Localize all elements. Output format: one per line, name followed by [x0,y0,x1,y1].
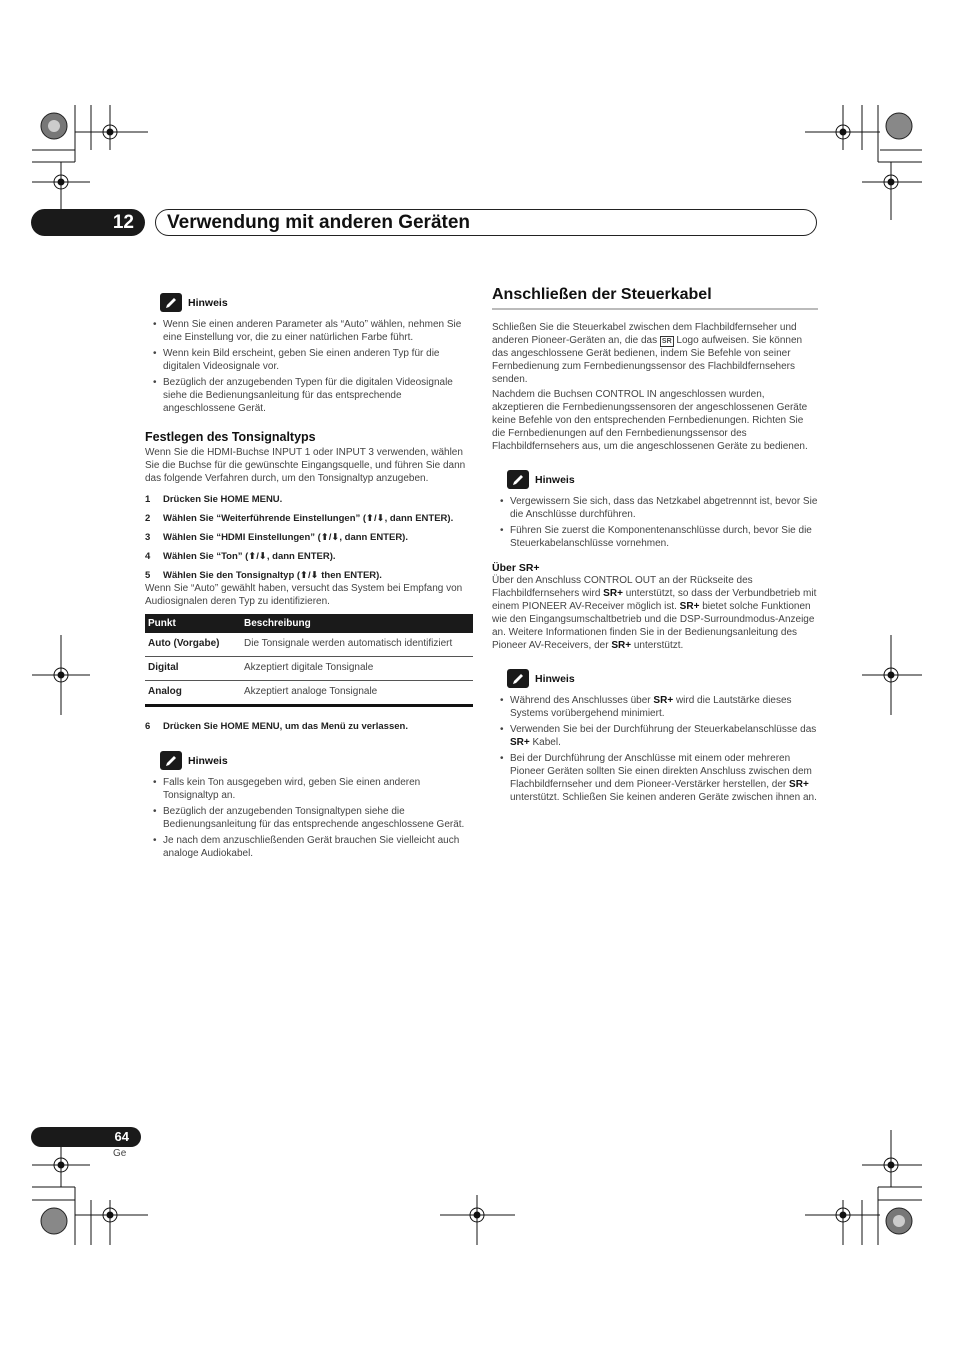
note-item: • Führen Sie zuerst die Komponentenanschlüsse durch, bevor Sie die Steuerkabelanschlüsse vornehmen. [500,524,818,550]
pencil-icon [160,293,182,312]
note-label: Hinweis [535,672,575,685]
note-list [500,694,818,804]
pencil-icon [507,669,529,688]
note-header [160,293,473,312]
chapter-number: 12 [31,209,145,236]
note-item: • Während des Anschlusses über SR+ wird die Lautstärke dieses Systems vorübergehend minimiert. [500,694,818,720]
table-row: Digital Akzeptiert digitale Tonsignale [145,657,473,681]
note-item: • Bezüglich der anzugebenden Typen für die digitalen Videosignale siehe die Bedienungsanleitung für das entsprechende angeschlossene Gerät. [153,376,473,415]
note-label: Hinweis [188,296,228,309]
note-item: • Verwenden Sie bei der Durchführung der Steuerkabelanschlüsse das SR+ Kabel. [500,723,818,749]
note-label: Hinweis [535,473,575,486]
note-label: Hinweis [188,754,228,767]
page-number: 64 [31,1127,141,1147]
sr-logo-icon: SR [661,338,672,345]
step-6: 6 Drücken Sie HOME MENU, um das Menü zu verlassen. [145,721,408,732]
note-list [153,776,473,860]
pencil-icon [507,470,529,489]
note-item: • Je nach dem anzuschließenden Gerät brauchen Sie vielleicht auch analoge Audiokabel. [153,834,473,860]
note-item: • Wenn kein Bild erscheint, geben Sie einen anderen Typ für die digitalen Videosignale vor. [153,347,473,373]
note-item: • Falls kein Ton ausgegeben wird, geben Sie einen anderen Tonsignaltyp an. [153,776,473,802]
step-5: 5 Wählen Sie den Tonsignaltyp (⬆/⬇ then ENTER). [145,570,382,581]
note-header [160,751,473,770]
sr-paragraph: Über den Anschluss CONTROL OUT an der Rückseite des Flachbildfernsehers wird SR+ unterstützt, so dass der Verbundbetrieb mit einem PIONEER AV-Receiver möglich ist. SR+ bietet solche Funktionen wie den Eingangsumschaltbetrieb und die DSP-Surroundmodus-Anzeige an. Weitere Informationen finden Sie in der Bedienungsanleitung des Pioneer AV-Receivers, der SR+ unterstützt. [492,575,817,651]
section-heading: Anschließen der Steuerkabel [492,286,712,303]
step-2: 2 Wählen Sie “Weiterführende Einstellungen” (⬆/⬇, dann ENTER). [145,513,454,524]
step-5-note: Wenn Sie “Auto” gewählt haben, versucht das System bei Empfang von Audiosignalen deren Typ zu identifizieren. [145,583,463,607]
note-item: • Bei der Durchführung der Anschlüsse mit einem oder mehreren Pioneer Geräten sollten Sie einen direkten Anschluss zwischen dem Flachbildfernseher und dem Pioneer-Verstärker herstellen, der SR+ unterstützt. Schließen Sie keinen anderen Geräte zwischen ihnen an. [500,752,818,804]
step-4: 4 Wählen Sie “Ton” (⬆/⬇, dann ENTER). [145,551,336,562]
paragraph: Schließen Sie die Steuerkabel zwischen dem Flachbildfernseher und anderen Pioneer-Geräten an, die das SR Logo aufweisen. Sie können das angeschlossene Gerät bedienen, indem Sie Befehle von seiner Fernbedienung zum Fernbedienungssensor des Flachbildfernsehers senden. [492,322,803,385]
intro-paragraph: Wenn Sie die HDMI-Buchse INPUT 1 oder INPUT 3 verwenden, wählen Sie die Buchse für die gewünschte Eingangsquelle, und führen Sie dann das folgende Verfahren durch, um den Tonsignaltyp anzugeben. [145,447,466,484]
step-1: 1 Drücken Sie HOME MENU. [145,494,283,505]
signal-type-table [145,614,473,707]
right-column [492,286,818,807]
section-title: Festlegen des Tonsignaltyps [145,430,316,444]
note-item: • Vergewissern Sie sich, dass das Netzkabel abgetrennnt ist, bevor Sie die Anschlüsse durchführen. [500,495,818,521]
note-item: • Wenn Sie einen anderen Parameter als “Auto” wählen, nehmen Sie eine Einstellung vor, die zu einer natürlichen Farbe führt. [153,318,473,344]
table-row: Analog Akzeptiert analoge Tonsignale [145,681,473,706]
note-header [507,669,818,688]
paragraph: Nachdem die Buchsen CONTROL IN angeschlossen wurden, akzeptieren die Fernbedienungssensoren der angeschlossenen Geräte keine Befehle von den entsprechenden Fernbedienungen. Richten Sie die Fernbedienungen auf den Fernbedienungssensor des Flachbildfernsehers aus, um die angeschlossenen Geräte zu bedienen. [492,389,808,452]
note-header [507,470,818,489]
note-list [153,318,473,415]
table-header: Punkt [145,614,241,633]
chapter-title: Verwendung mit anderen Geräten [167,212,471,233]
table-header: Beschreibung [241,614,473,633]
subsection-title: Über SR+ [492,562,540,574]
pencil-icon [160,751,182,770]
language-code: Ge [113,1148,127,1159]
note-list [500,495,818,550]
note-item: • Bezüglich der anzugebenden Tonsignaltypen siehe die Bedienungsanleitung für das entsprechende angeschlossene Gerät. [153,805,473,831]
table-row: Auto (Vorgabe) Die Tonsignale werden automatisch identifiziert [145,633,473,657]
heading-divider [492,308,818,310]
left-column [145,293,473,863]
step-3: 3 Wählen Sie “HDMI Einstellungen” (⬆/⬇, dann ENTER). [145,532,408,543]
